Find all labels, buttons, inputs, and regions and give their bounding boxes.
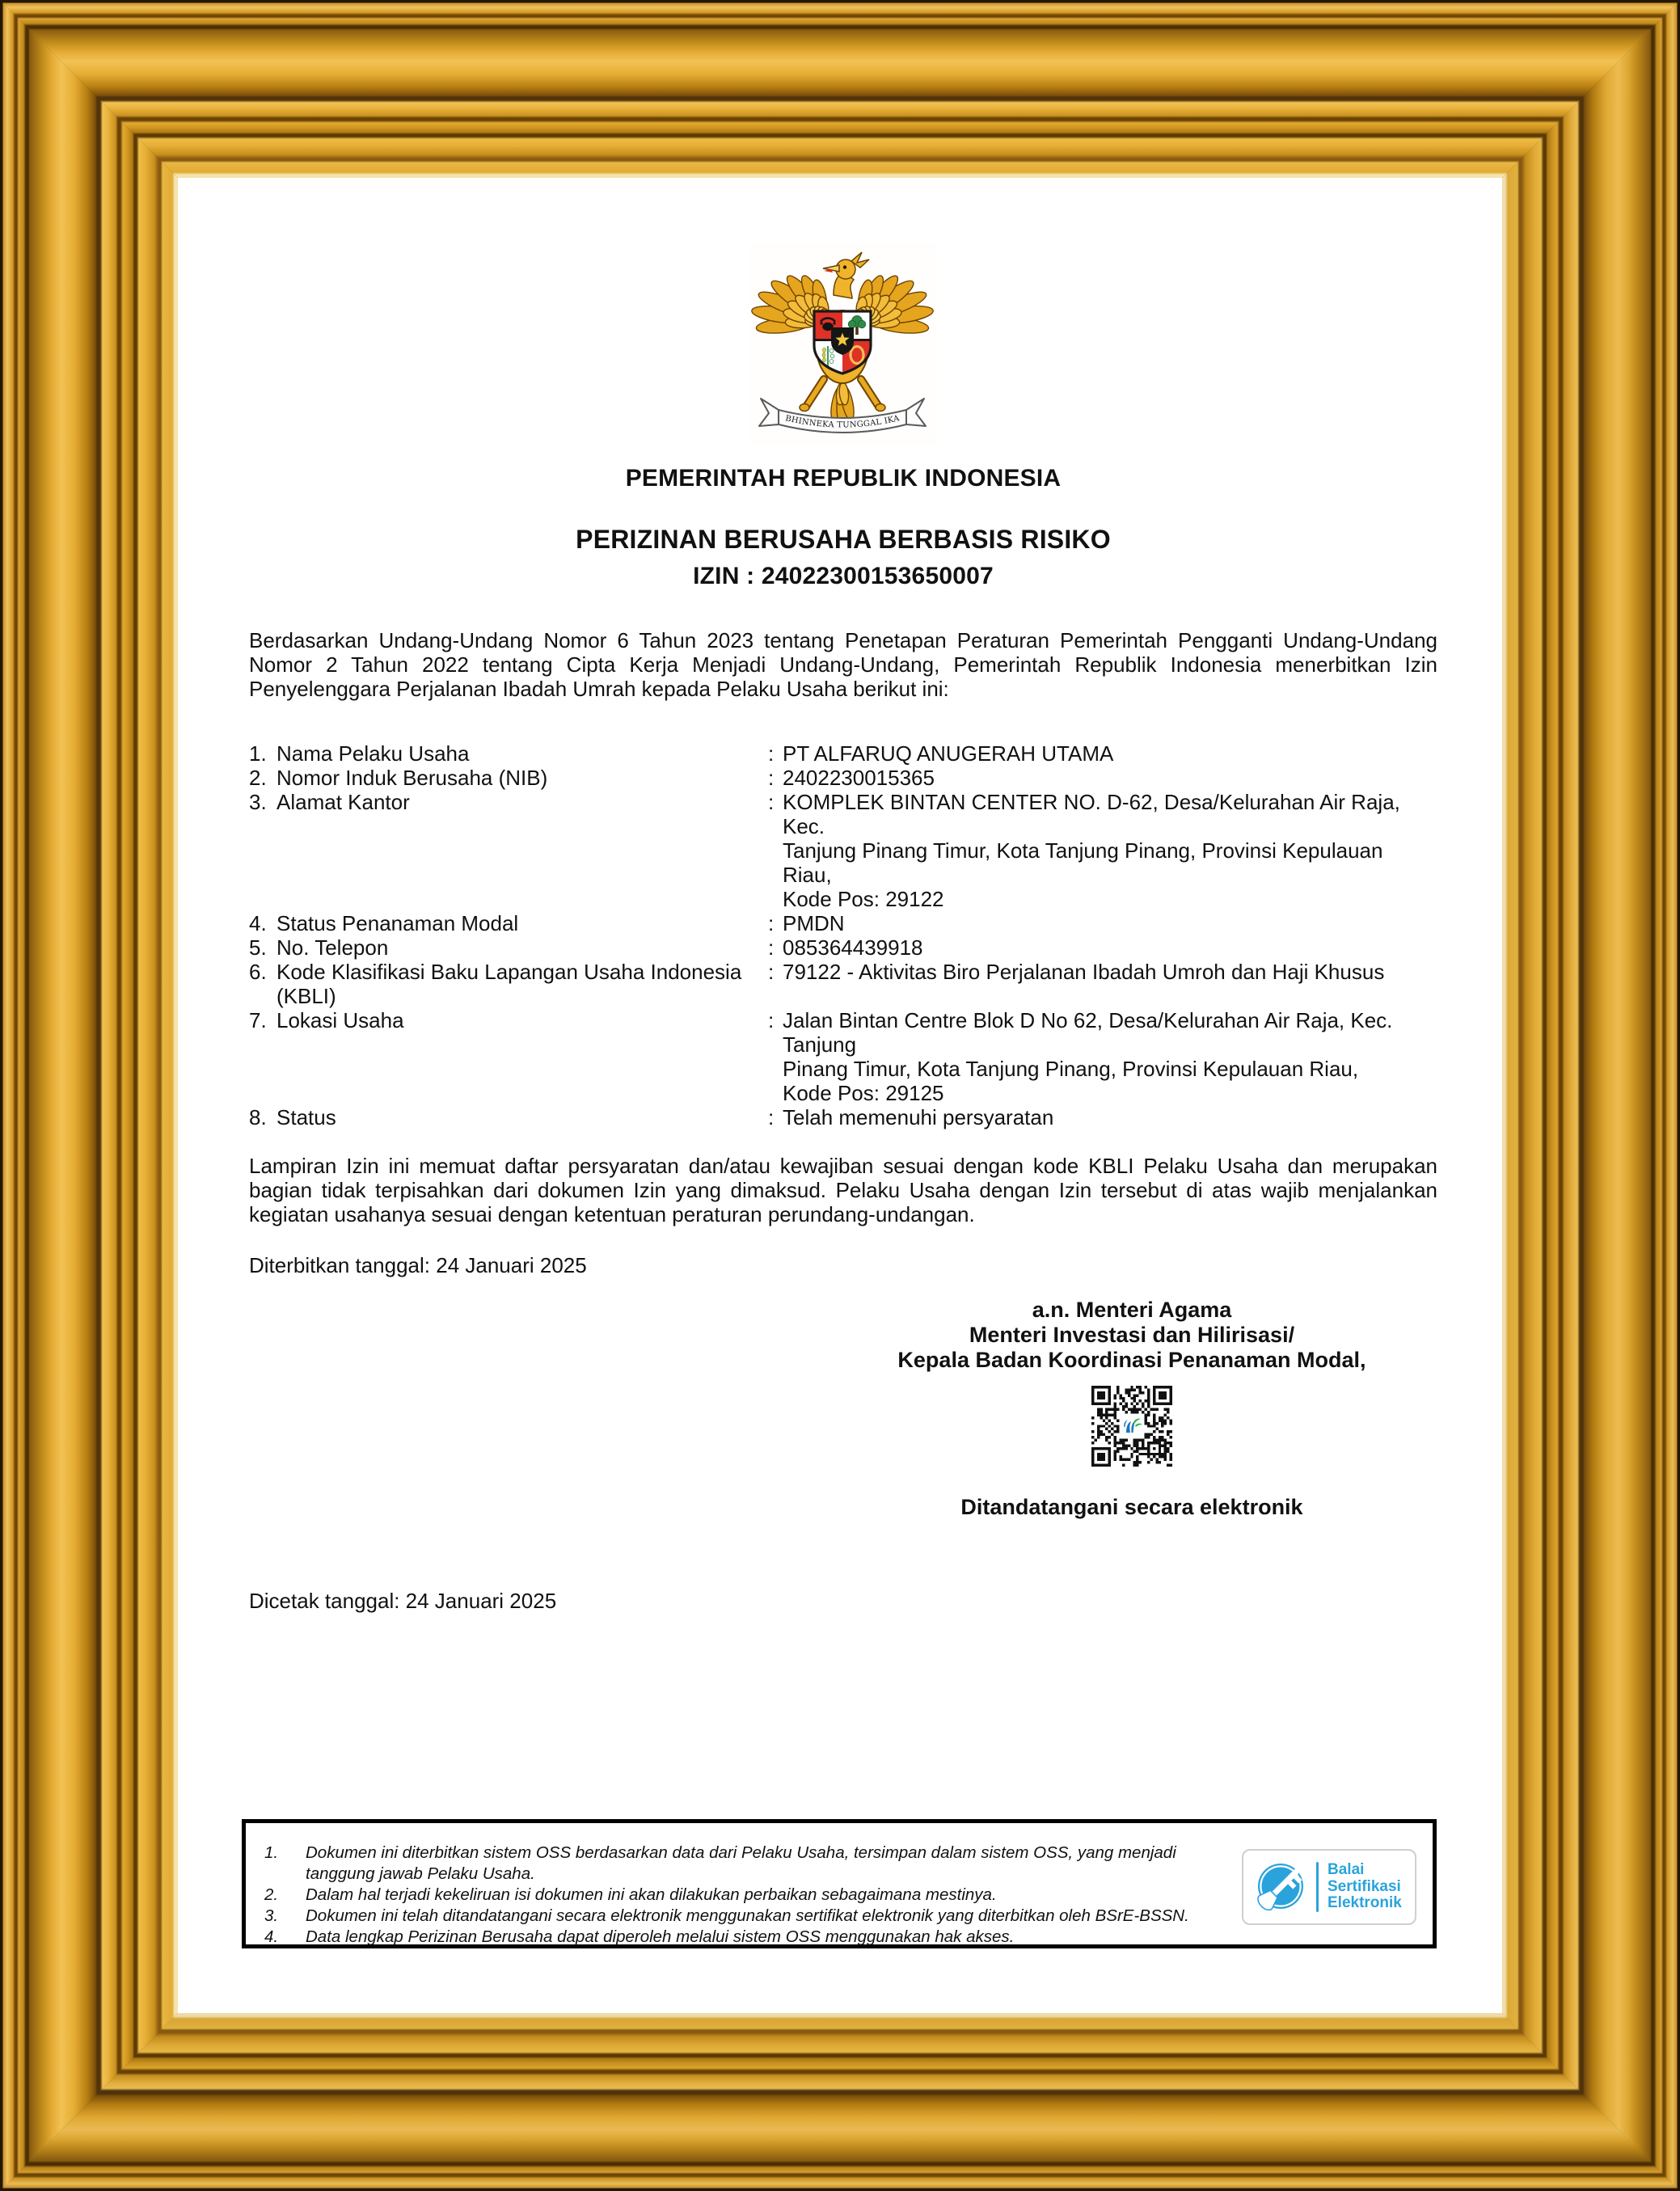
field-value-line: Telah memenuhi persyaratan (783, 1105, 1054, 1129)
field-label: Nama Pelaku Usaha (276, 741, 470, 766)
qr-code (1091, 1386, 1172, 1467)
field-number: 5. (249, 935, 267, 960)
bse-logo-divider (1316, 1862, 1319, 1912)
garuda-foot-right (876, 404, 885, 412)
lampiran-paragraph: Lampiran Izin ini memuat daftar persyaratan dan/atau kewajiban sesuai dengan kode KBLI Pelaku Usaha dan merupakan bagian tidak terpisahkan dari dokumen Izin yang dimaksud. Pelaku Usaha dengan Izin tersebut di atas wajib menjalankan kegiatan usahanya sesuai dengan ketentuan peraturan perundang-undangan. (249, 1154, 1437, 1226)
note-number: 3. (264, 1906, 279, 1925)
field-value-line: 2402230015365 (783, 766, 935, 790)
field-value-text (783, 1008, 1437, 1105)
field-value (768, 790, 1437, 911)
note-text: Dalam hal terjadi kekeliruan isi dokumen ini akan dilakukan perbaikan sebagaimana mestinya. (306, 1885, 997, 1904)
field-row (249, 960, 1437, 1008)
field-row (249, 935, 1437, 960)
field-colon: : (768, 1105, 775, 1129)
field-value-line: PT ALFARUQ ANUGERAH UTAMA (783, 741, 1114, 766)
field-colon: : (768, 766, 775, 790)
field-colon: : (768, 741, 775, 766)
field-colon: : (768, 1008, 775, 1032)
garuda-foot-left (800, 404, 809, 412)
field-value-text (783, 741, 1437, 766)
field-label: Kode Klasifikasi Baku Lapangan Usaha Indonesia (KBLI) (276, 960, 742, 1008)
field-number: 1. (249, 741, 267, 766)
gold-frame-left (0, 0, 178, 2191)
gold-frame-right (1502, 0, 1680, 2191)
field-value (768, 911, 1437, 935)
field-row (249, 1105, 1437, 1129)
fields-list (249, 741, 1437, 1129)
garuda-pancasila-emblem (749, 243, 937, 445)
bse-logo-line-1: Balai (1328, 1861, 1365, 1879)
field-number: 7. (249, 1008, 267, 1032)
field-value-line: Kode Pos: 29122 (783, 887, 944, 911)
note-text: Dokumen ini diterbitkan sistem OSS berdasarkan data dari Pelaku Usaha, tersimpan dalam sistem OSS, yang menjadi tanggung jawab Pelaku Usaha. (306, 1843, 1176, 1883)
field-value (768, 741, 1437, 766)
field-value-text (783, 766, 1437, 790)
field-label: Alamat Kantor (276, 790, 410, 814)
printed-date: Dicetak tanggal: 24 Januari 2025 (249, 1589, 557, 1613)
signature-line-2: Menteri Investasi dan Hilirisasi/ (969, 1323, 1295, 1347)
field-value (768, 1008, 1437, 1105)
field-number: 2. (249, 766, 267, 790)
issued-date: Diterbitkan tanggal: 24 Januari 2025 (249, 1253, 587, 1277)
key-icon (1252, 1858, 1310, 1916)
field-label: Lokasi Usaha (276, 1008, 404, 1032)
note-text: Dokumen ini telah ditandatangani secara elektronik menggunakan sertifikat elektronik yang diterbitkan oleh BSrE-BSSN. (306, 1906, 1189, 1925)
gold-frame-top (0, 0, 1680, 178)
footer-note (264, 1927, 1433, 1948)
field-value-line: PMDN (783, 911, 845, 935)
signature-line-1: a.n. Menteri Agama (1032, 1298, 1232, 1322)
field-row (249, 911, 1437, 935)
field-value-text (783, 960, 1437, 984)
field-number: 3. (249, 790, 267, 814)
field-value-text (783, 911, 1437, 935)
qr-center-logo (1121, 1415, 1143, 1437)
field-number: 4. (249, 911, 267, 935)
field-value-text (783, 935, 1437, 960)
signed-electronically: Ditandatangani secara elektronik (960, 1495, 1303, 1519)
government-title: PEMERINTAH REPUBLIK INDONESIA (625, 465, 1062, 492)
field-value-text (783, 790, 1437, 911)
gold-frame-bottom (0, 2013, 1680, 2191)
field-value-line: Tanjung Pinang Timur, Kota Tanjung Pinang, Provinsi Kepulauan Riau, (783, 838, 1383, 887)
field-row (249, 766, 1437, 790)
field-value-line: Kode Pos: 29125 (783, 1081, 944, 1105)
note-text: Data lengkap Perizinan Berusaha dapat diperoleh melalui sistem OSS menggunakan hak akses. (306, 1927, 1015, 1946)
field-label: Nomor Induk Berusaha (NIB) (276, 766, 548, 790)
field-label: Status (276, 1105, 336, 1129)
bse-logo-text (1328, 1862, 1402, 1912)
emblem-motto-text: BHINNEKA TUNGGAL IKA (784, 414, 901, 430)
note-number: 1. (264, 1843, 279, 1862)
izin-number: IZIN : 24022300153650007 (693, 563, 994, 589)
field-value (768, 1105, 1437, 1129)
document-type-title: PERIZINAN BERUSAHA BERBASIS RISIKO (576, 525, 1111, 554)
field-value-line: Pinang Timur, Kota Tanjung Pinang, Provinsi Kepulauan Riau, (783, 1057, 1359, 1081)
field-value-line: 79122 - Aktivitas Biro Perjalanan Ibadah Umroh dan Haji Khusus (783, 960, 1385, 984)
bse-logo-line-2: Sertifikasi (1328, 1877, 1401, 1895)
field-row (249, 1008, 1437, 1105)
field-value-line: Jalan Bintan Centre Blok D No 62, Desa/Kelurahan Air Raja, Kec. Tanjung (783, 1008, 1393, 1057)
field-label: Status Penanaman Modal (276, 911, 519, 935)
bse-logo (1242, 1849, 1416, 1925)
field-row (249, 790, 1437, 911)
field-colon: : (768, 935, 775, 960)
field-value (768, 960, 1437, 984)
field-colon: : (768, 790, 775, 814)
field-value-line: KOMPLEK BINTAN CENTER NO. D-62, Desa/Kelurahan Air Raja, Kec. (783, 790, 1400, 838)
note-number: 4. (264, 1927, 279, 1946)
field-colon: : (768, 911, 775, 935)
field-number: 6. (249, 960, 267, 984)
field-number: 8. (249, 1105, 267, 1129)
field-colon: : (768, 960, 775, 984)
certificate-paper (178, 178, 1502, 2013)
field-value (768, 766, 1437, 790)
pancasila-shield (814, 311, 871, 374)
signature-line-3: Kepala Badan Koordinasi Penanaman Modal, (897, 1348, 1366, 1372)
bse-logo-line-3: Elektronik (1328, 1894, 1402, 1912)
signature-block (873, 1298, 1391, 1520)
field-value (768, 935, 1437, 960)
field-row (249, 741, 1437, 766)
note-number: 2. (264, 1885, 279, 1904)
field-label: No. Telepon (276, 935, 389, 960)
field-value-text (783, 1105, 1437, 1129)
footer-notes-box (242, 1819, 1437, 1948)
intro-paragraph: Berdasarkan Undang-Undang Nomor 6 Tahun 2023 tentang Penetapan Peraturan Pemerintah Pengganti Undang-Undang Nomor 2 Tahun 2022 tentang Cipta Kerja Menjadi Undang-Undang, Pemerintah Republik Indonesia menerbitkan Izin Penyelenggara Perjalanan Ibadah Umrah kepada Pelaku Usaha berikut ini: (249, 628, 1437, 701)
field-value-line: 085364439918 (783, 935, 923, 960)
